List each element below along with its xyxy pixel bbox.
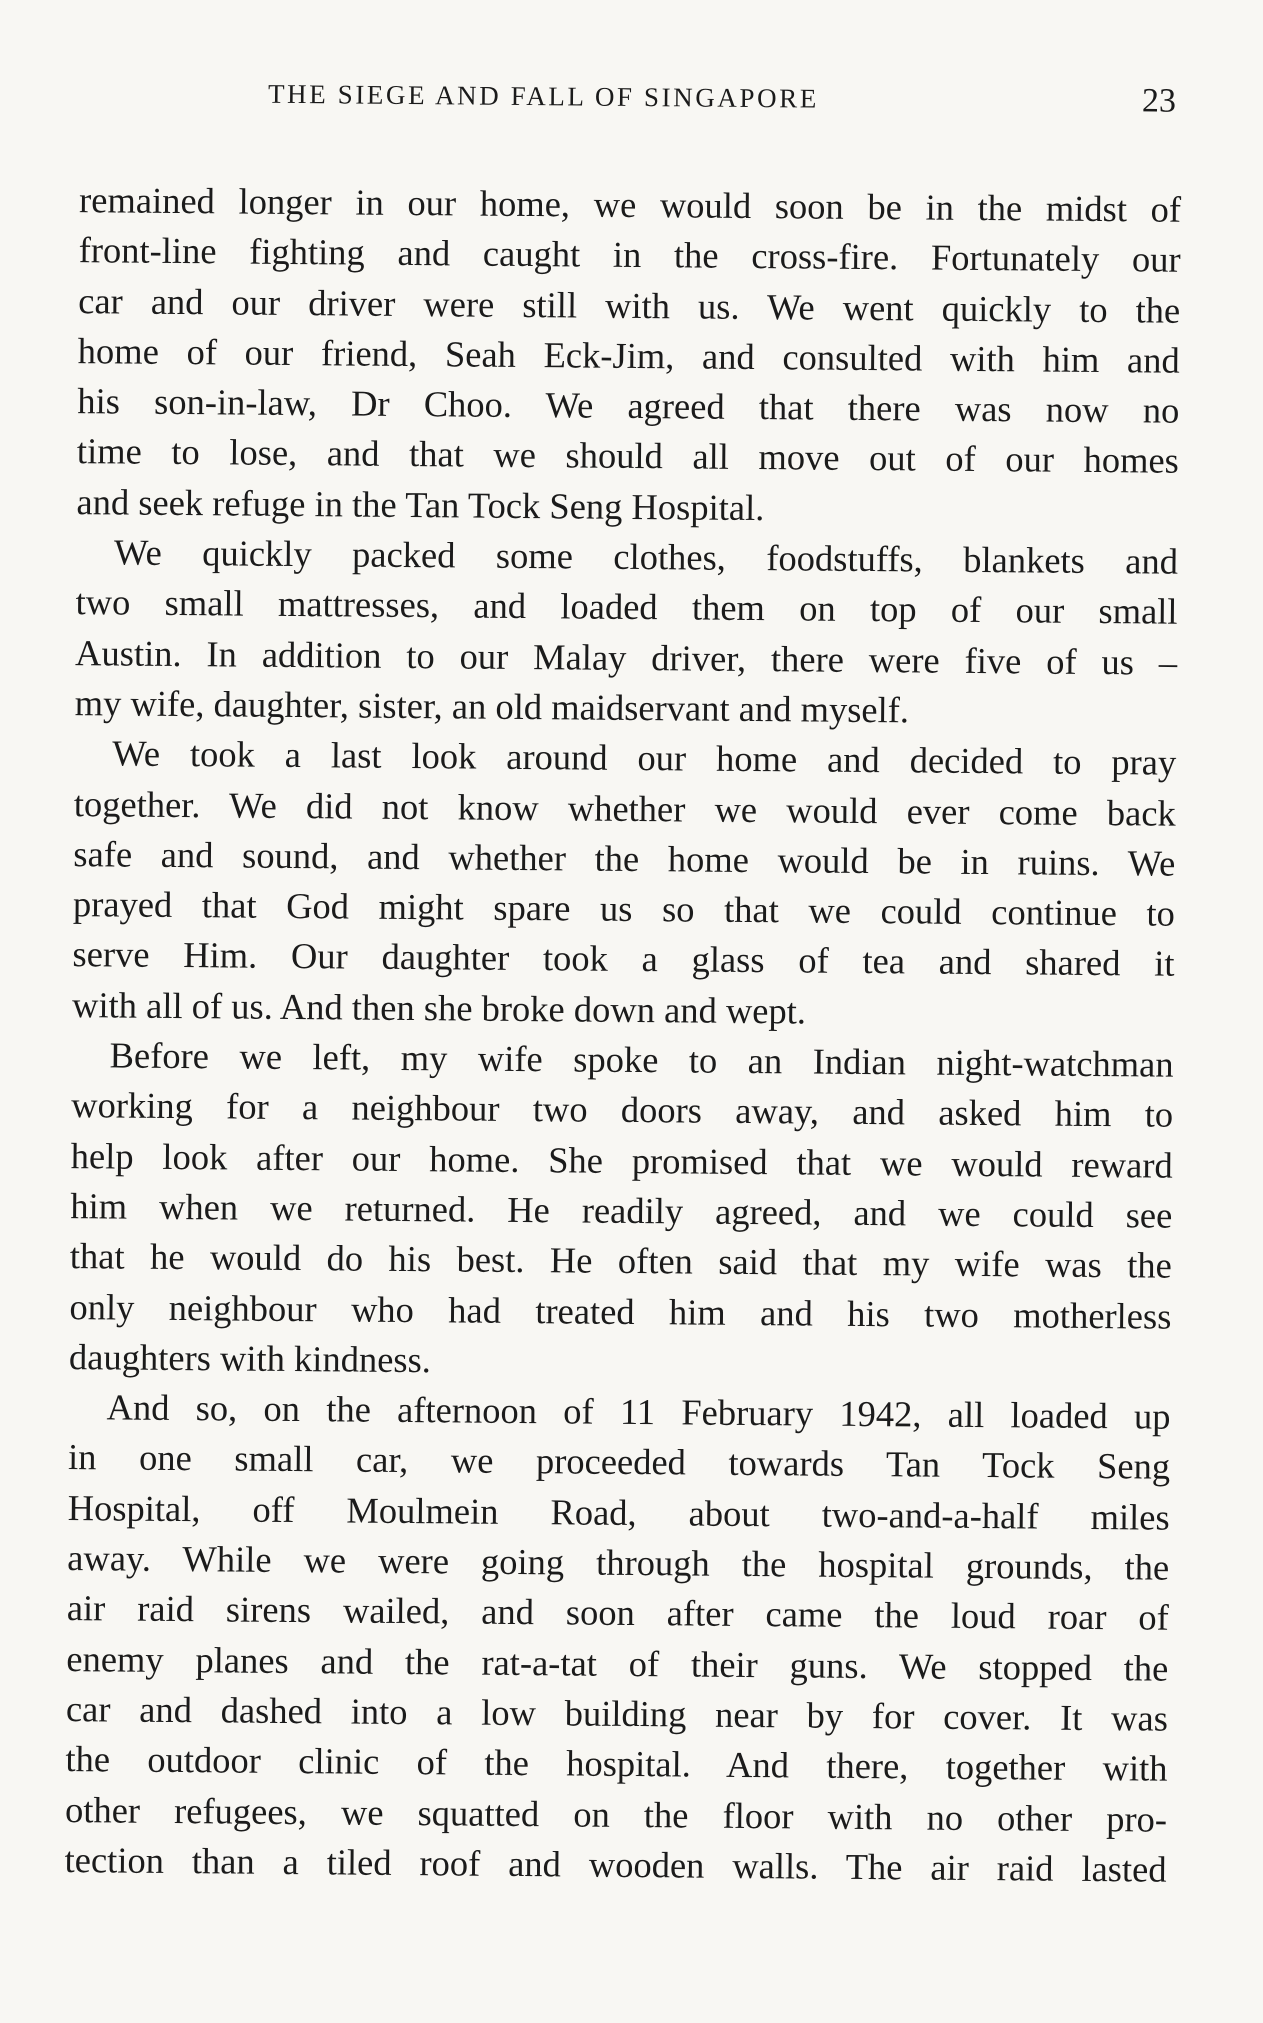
- paragraph: [64, 1382, 1170, 1895]
- text-line: that he would do his best. He often said that my wife was the: [69, 1235, 1173, 1286]
- text-line: home of our friend, Seah Eck-Jim, and consulted with him and: [77, 329, 1180, 381]
- text-line: And so, on the afternoon of 11 February 1942, all loaded up: [106, 1386, 1171, 1437]
- page-number: 23: [1141, 82, 1177, 120]
- text-line: together. We did not know whether we would ever come back: [73, 782, 1176, 834]
- paragraph: [69, 1030, 1174, 1392]
- text-line: the outdoor clinic of the hospital. And there, together with: [65, 1738, 1168, 1789]
- running-head: THE SIEGE AND FALL OF SINGAPORE: [267, 78, 820, 114]
- text-line: and seek refuge in the Tan Tock Seng Hospital.: [76, 480, 765, 528]
- text-line: safe and sound, and whether the home would be in ruins. We: [73, 832, 1176, 884]
- text-line: car and dashed into a low building near by for cover. It was: [65, 1687, 1169, 1739]
- text-line: car and our driver were still with us. We went quickly to the: [78, 279, 1181, 331]
- text-line: time to lose, and that we should all move out of our homes: [76, 430, 1180, 482]
- text-line: away. While we were going through the hospital grounds, the: [67, 1537, 1170, 1588]
- text-line: my wife, daughter, sister, an old maidservant and myself.: [74, 682, 910, 731]
- text-line: with all of us. And then she broke down and wept.: [71, 983, 807, 1032]
- text-line: his son-in-law, Dr Choo. We agreed that there was now no: [77, 380, 1180, 431]
- text-line: enemy planes and the rat-a-tat of their guns. We stopped the: [66, 1637, 1169, 1689]
- text-line: We took a last look around our home and decided to pray: [112, 732, 1177, 783]
- text-line: We quickly packed some clothes, foodstuffs, blankets and: [113, 531, 1179, 582]
- text-line: him when we returned. He readily agreed, and we could see: [70, 1185, 1173, 1236]
- text-line: other refugees, we squatted on the floor with no other pro-: [64, 1788, 1168, 1840]
- text-line: in one small car, we proceeded towards Tan Tock Seng: [67, 1436, 1171, 1488]
- text-line: prayed that God might spare us so that we could continue to: [72, 883, 1176, 934]
- text-line: only neighbour who had treated him and his two motherless: [69, 1285, 1172, 1337]
- text-line: Before we left, my wife spoke to an Indian night-watchman: [109, 1034, 1174, 1085]
- paragraph: [76, 175, 1181, 537]
- paragraph: [74, 527, 1178, 738]
- body-text: [64, 175, 1181, 1895]
- text-line: serve Him. Our daughter took a glass of tea and shared it: [72, 933, 1175, 985]
- text-line: tection than a tiled roof and wooden walls. The air raid lasted: [64, 1838, 1167, 1890]
- text-line: Austin. In addition to our Malay driver, there were five of us –: [74, 631, 1178, 683]
- text-line: two small mattresses, and loaded them on top of our small: [75, 581, 1178, 633]
- text-line: working for a neighbour two doors away, and asked him to: [71, 1084, 1174, 1136]
- text-line: front-line fighting and caught in the cross-fire. Fortunately our: [78, 229, 1181, 281]
- text-line: help look after our home. She promised that we would reward: [70, 1134, 1173, 1186]
- paragraph: [72, 728, 1177, 1039]
- text-line: remained longer in our home, we would soon be in the midst of: [78, 179, 1182, 230]
- text-line: daughters with kindness.: [68, 1335, 432, 1381]
- text-line: Hospital, off Moulmein Road, about two-and-a-half miles: [67, 1486, 1170, 1538]
- text-line: air raid sirens wailed, and soon after came the loud roar of: [66, 1587, 1169, 1638]
